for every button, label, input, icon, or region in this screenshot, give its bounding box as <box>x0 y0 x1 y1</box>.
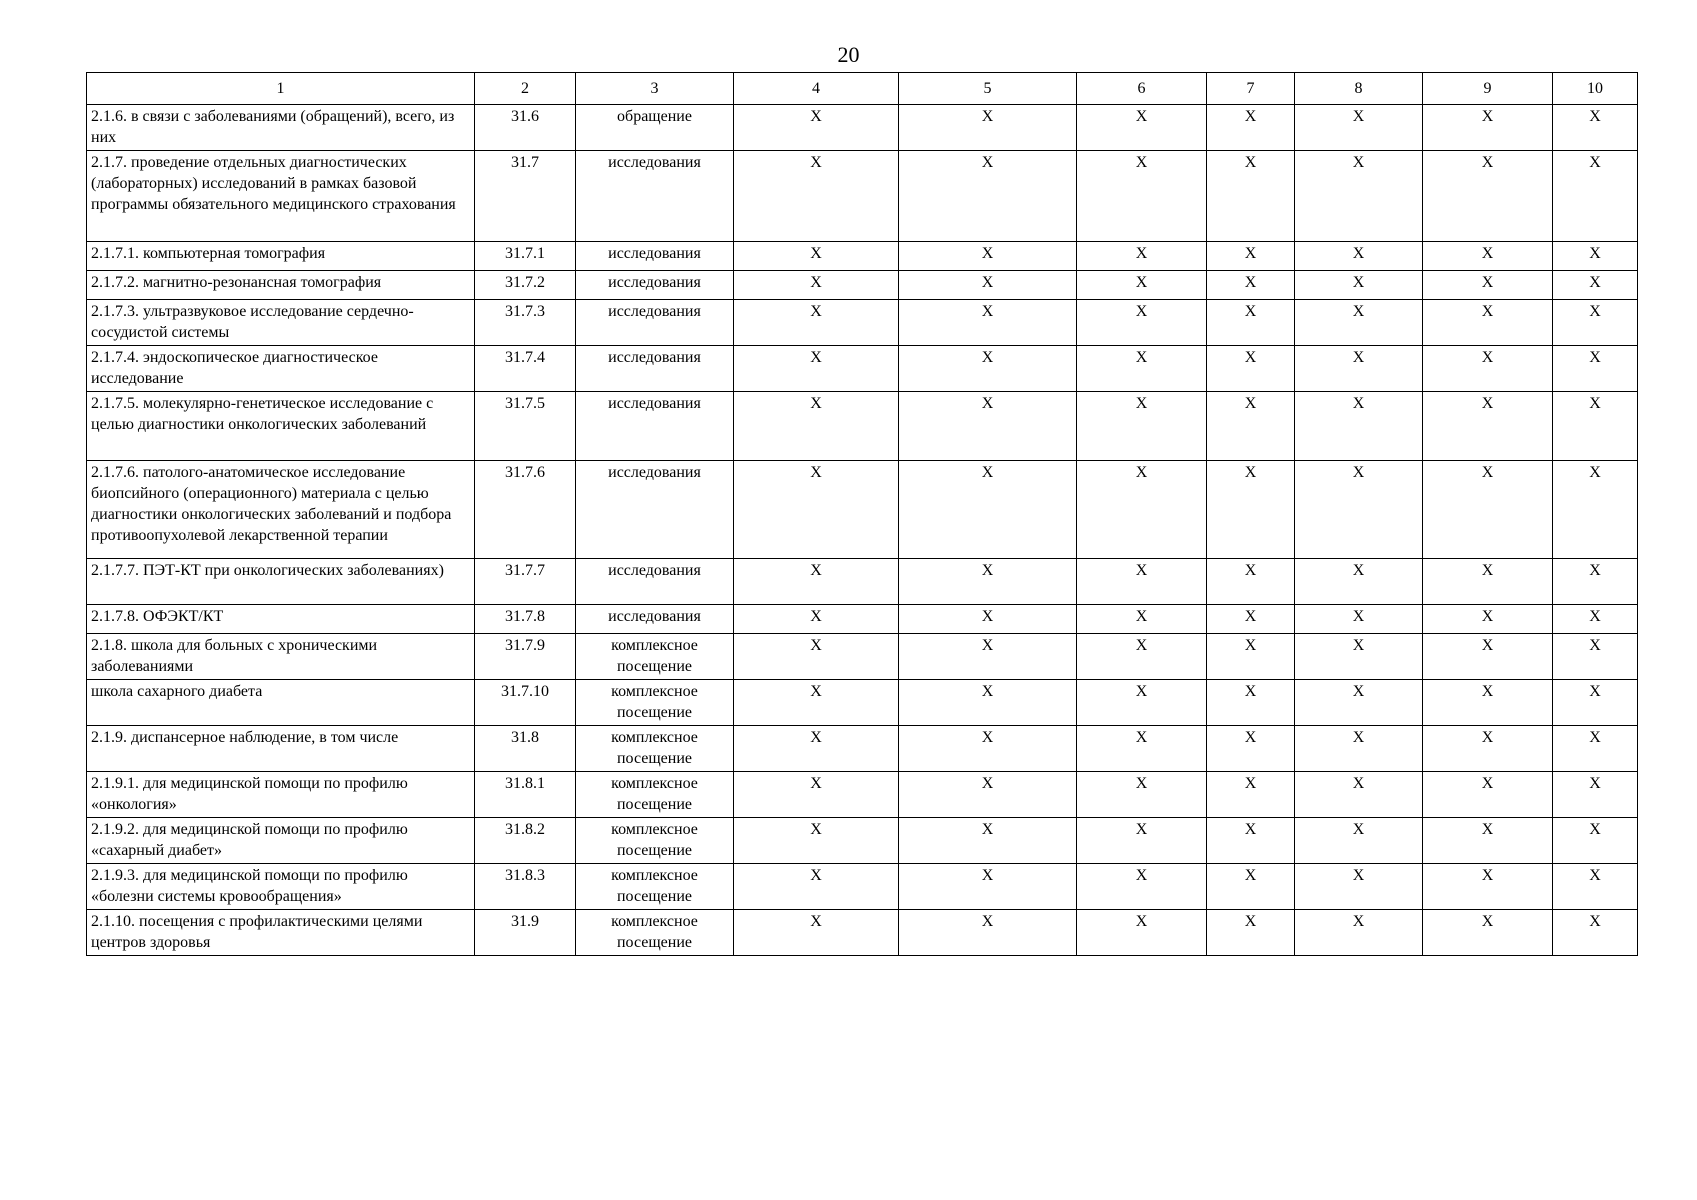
row-value-cell: X <box>899 726 1077 772</box>
row-value-cell: X <box>1553 772 1638 818</box>
row-value-cell: X <box>734 634 899 680</box>
row-code-cell: 31.7.7 <box>475 559 576 605</box>
row-value-cell: X <box>1553 559 1638 605</box>
row-value-cell: X <box>899 680 1077 726</box>
row-value-cell: X <box>734 271 899 300</box>
row-value-cell: X <box>1423 242 1553 271</box>
row-value-cell: X <box>1207 346 1295 392</box>
row-name-cell: 2.1.7.2. магнитно-резонансная томография <box>87 271 475 300</box>
column-header-5: 5 <box>899 73 1077 105</box>
row-value-cell: X <box>1077 910 1207 956</box>
row-value-cell: X <box>1553 300 1638 346</box>
row-value-cell: X <box>1553 242 1638 271</box>
row-value-cell: X <box>1553 726 1638 772</box>
row-code-cell: 31.7.8 <box>475 605 576 634</box>
row-value-cell: X <box>1207 605 1295 634</box>
table-row <box>87 392 1638 461</box>
row-code-cell: 31.7.4 <box>475 346 576 392</box>
column-header-2: 2 <box>475 73 576 105</box>
row-unit-cell: комплексное посещение <box>576 680 734 726</box>
row-unit-cell: комплексное посещение <box>576 910 734 956</box>
row-unit-cell: комплексное посещение <box>576 818 734 864</box>
row-value-cell: X <box>734 346 899 392</box>
row-value-cell: X <box>1553 634 1638 680</box>
table-row <box>87 726 1638 772</box>
row-value-cell: X <box>1207 105 1295 151</box>
row-code-cell: 31.7.1 <box>475 242 576 271</box>
row-name-cell: 2.1.9.3. для медицинской помощи по профилю «болезни системы кровообращения» <box>87 864 475 910</box>
row-value-cell: X <box>1295 346 1423 392</box>
column-header-8: 8 <box>1295 73 1423 105</box>
row-value-cell: X <box>1207 151 1295 242</box>
row-value-cell: X <box>899 300 1077 346</box>
row-value-cell: X <box>1207 818 1295 864</box>
row-code-cell: 31.7 <box>475 151 576 242</box>
row-value-cell: X <box>734 772 899 818</box>
row-value-cell: X <box>1423 605 1553 634</box>
row-unit-cell: исследования <box>576 271 734 300</box>
table-row <box>87 105 1638 151</box>
row-value-cell: X <box>1077 271 1207 300</box>
row-value-cell: X <box>1077 605 1207 634</box>
row-code-cell: 31.7.2 <box>475 271 576 300</box>
row-value-cell: X <box>899 605 1077 634</box>
row-value-cell: X <box>1295 559 1423 605</box>
row-unit-cell: исследования <box>576 559 734 605</box>
row-value-cell: X <box>1077 864 1207 910</box>
row-name-cell: школа сахарного диабета <box>87 680 475 726</box>
row-value-cell: X <box>1207 864 1295 910</box>
row-value-cell: X <box>1077 151 1207 242</box>
row-value-cell: X <box>1207 242 1295 271</box>
row-value-cell: X <box>899 392 1077 461</box>
row-value-cell: X <box>1295 105 1423 151</box>
row-value-cell: X <box>1423 151 1553 242</box>
column-header-10: 10 <box>1553 73 1638 105</box>
row-value-cell: X <box>1295 271 1423 300</box>
table-row <box>87 271 1638 300</box>
row-value-cell: X <box>734 605 899 634</box>
row-value-cell: X <box>1423 634 1553 680</box>
row-value-cell: X <box>1295 726 1423 772</box>
row-value-cell: X <box>899 559 1077 605</box>
row-value-cell: X <box>1423 300 1553 346</box>
row-value-cell: X <box>1295 634 1423 680</box>
row-value-cell: X <box>1553 680 1638 726</box>
column-header-9: 9 <box>1423 73 1553 105</box>
row-value-cell: X <box>1553 605 1638 634</box>
row-unit-cell: исследования <box>576 346 734 392</box>
data-table <box>86 72 1638 956</box>
row-value-cell: X <box>1423 461 1553 559</box>
row-value-cell: X <box>899 461 1077 559</box>
row-value-cell: X <box>1207 910 1295 956</box>
row-value-cell: X <box>734 392 899 461</box>
table-row <box>87 605 1638 634</box>
row-unit-cell: исследования <box>576 300 734 346</box>
table-row <box>87 634 1638 680</box>
table-row <box>87 680 1638 726</box>
row-value-cell: X <box>1207 772 1295 818</box>
row-value-cell: X <box>1207 726 1295 772</box>
row-value-cell: X <box>1077 818 1207 864</box>
row-code-cell: 31.8.3 <box>475 864 576 910</box>
table-row <box>87 346 1638 392</box>
row-value-cell: X <box>1423 910 1553 956</box>
column-header-1: 1 <box>87 73 475 105</box>
row-value-cell: X <box>899 271 1077 300</box>
column-header-3: 3 <box>576 73 734 105</box>
table-row <box>87 242 1638 271</box>
row-value-cell: X <box>1077 300 1207 346</box>
table-row <box>87 864 1638 910</box>
row-value-cell: X <box>1553 392 1638 461</box>
row-value-cell: X <box>899 634 1077 680</box>
row-value-cell: X <box>1207 680 1295 726</box>
row-value-cell: X <box>1207 559 1295 605</box>
row-value-cell: X <box>734 300 899 346</box>
row-value-cell: X <box>734 910 899 956</box>
row-value-cell: X <box>1553 818 1638 864</box>
row-value-cell: X <box>1553 105 1638 151</box>
row-value-cell: X <box>899 910 1077 956</box>
row-value-cell: X <box>1553 864 1638 910</box>
row-value-cell: X <box>1295 818 1423 864</box>
row-value-cell: X <box>1553 151 1638 242</box>
row-value-cell: X <box>1553 461 1638 559</box>
row-value-cell: X <box>1423 559 1553 605</box>
row-code-cell: 31.7.3 <box>475 300 576 346</box>
row-value-cell: X <box>734 726 899 772</box>
row-value-cell: X <box>734 864 899 910</box>
row-value-cell: X <box>1077 726 1207 772</box>
row-value-cell: X <box>734 151 899 242</box>
row-code-cell: 31.6 <box>475 105 576 151</box>
row-unit-cell: комплексное посещение <box>576 864 734 910</box>
row-value-cell: X <box>899 864 1077 910</box>
row-value-cell: X <box>734 105 899 151</box>
row-value-cell: X <box>1423 772 1553 818</box>
page-number: 20 <box>837 42 860 67</box>
row-name-cell: 2.1.7.8. ОФЭКТ/КТ <box>87 605 475 634</box>
table-row <box>87 151 1638 242</box>
row-code-cell: 31.8.2 <box>475 818 576 864</box>
row-value-cell: X <box>1295 605 1423 634</box>
row-unit-cell: исследования <box>576 392 734 461</box>
row-value-cell: X <box>899 346 1077 392</box>
row-name-cell: 2.1.7.1. компьютерная томография <box>87 242 475 271</box>
row-name-cell: 2.1.8. школа для больных с хроническими заболеваниями <box>87 634 475 680</box>
row-name-cell: 2.1.7. проведение отдельных диагностических (лабораторных) исследований в рамках базовой программы обязательного медицинского страхования <box>87 151 475 242</box>
row-code-cell: 31.7.5 <box>475 392 576 461</box>
row-value-cell: X <box>1207 461 1295 559</box>
row-unit-cell: исследования <box>576 151 734 242</box>
row-unit-cell: исследования <box>576 605 734 634</box>
row-value-cell: X <box>1207 271 1295 300</box>
row-value-cell: X <box>1295 910 1423 956</box>
row-value-cell: X <box>1295 242 1423 271</box>
row-value-cell: X <box>1423 818 1553 864</box>
row-value-cell: X <box>1295 772 1423 818</box>
row-name-cell: 2.1.7.6. патолого-анатомическое исследование биопсийного (операционного) материала с целью диагностики онкологических заболеваний и подбора противоопухолевой лекарственной терапии <box>87 461 475 559</box>
table-row <box>87 461 1638 559</box>
row-name-cell: 2.1.9.2. для медицинской помощи по профилю «сахарный диабет» <box>87 818 475 864</box>
row-value-cell: X <box>1077 772 1207 818</box>
row-code-cell: 31.7.6 <box>475 461 576 559</box>
row-value-cell: X <box>1207 392 1295 461</box>
row-name-cell: 2.1.9.1. для медицинской помощи по профилю «онкология» <box>87 772 475 818</box>
row-value-cell: X <box>1077 392 1207 461</box>
row-value-cell: X <box>1295 461 1423 559</box>
row-value-cell: X <box>1077 461 1207 559</box>
row-value-cell: X <box>1423 864 1553 910</box>
row-value-cell: X <box>734 242 899 271</box>
row-value-cell: X <box>1207 634 1295 680</box>
row-name-cell: 2.1.7.3. ультразвуковое исследование сердечно-сосудистой системы <box>87 300 475 346</box>
row-value-cell: X <box>1077 105 1207 151</box>
row-name-cell: 2.1.10. посещения с профилактическими целями центров здоровья <box>87 910 475 956</box>
row-name-cell: 2.1.9. диспансерное наблюдение, в том числе <box>87 726 475 772</box>
row-value-cell: X <box>1553 910 1638 956</box>
row-value-cell: X <box>1077 242 1207 271</box>
row-value-cell: X <box>899 242 1077 271</box>
column-header-7: 7 <box>1207 73 1295 105</box>
row-value-cell: X <box>1423 726 1553 772</box>
row-unit-cell: комплексное посещение <box>576 726 734 772</box>
row-value-cell: X <box>1295 864 1423 910</box>
row-value-cell: X <box>1423 346 1553 392</box>
table-row <box>87 772 1638 818</box>
row-value-cell: X <box>734 680 899 726</box>
row-unit-cell: комплексное посещение <box>576 772 734 818</box>
table-row <box>87 559 1638 605</box>
row-value-cell: X <box>1295 680 1423 726</box>
row-value-cell: X <box>899 818 1077 864</box>
row-unit-cell: исследования <box>576 242 734 271</box>
row-value-cell: X <box>734 559 899 605</box>
row-value-cell: X <box>1553 346 1638 392</box>
row-value-cell: X <box>1295 151 1423 242</box>
row-value-cell: X <box>899 151 1077 242</box>
row-name-cell: 2.1.7.5. молекулярно-генетическое исследование с целью диагностики онкологических заболеваний <box>87 392 475 461</box>
row-code-cell: 31.7.9 <box>475 634 576 680</box>
row-value-cell: X <box>1295 300 1423 346</box>
row-value-cell: X <box>1423 271 1553 300</box>
row-value-cell: X <box>1295 392 1423 461</box>
row-value-cell: X <box>899 105 1077 151</box>
row-value-cell: X <box>1423 680 1553 726</box>
row-value-cell: X <box>1553 271 1638 300</box>
row-value-cell: X <box>1077 634 1207 680</box>
row-code-cell: 31.8 <box>475 726 576 772</box>
row-value-cell: X <box>1077 559 1207 605</box>
row-unit-cell: исследования <box>576 461 734 559</box>
row-unit-cell: обращение <box>576 105 734 151</box>
row-name-cell: 2.1.7.4. эндоскопическое диагностическое исследование <box>87 346 475 392</box>
table-row <box>87 910 1638 956</box>
table-row <box>87 818 1638 864</box>
table-header <box>87 73 1638 105</box>
row-code-cell: 31.7.10 <box>475 680 576 726</box>
row-name-cell: 2.1.7.7. ПЭТ-КТ при онкологических заболеваниях) <box>87 559 475 605</box>
row-value-cell: X <box>1077 680 1207 726</box>
row-name-cell: 2.1.6. в связи с заболеваниями (обращений), всего, из них <box>87 105 475 151</box>
column-header-4: 4 <box>734 73 899 105</box>
row-code-cell: 31.9 <box>475 910 576 956</box>
row-unit-cell: комплексное посещение <box>576 634 734 680</box>
row-value-cell: X <box>1077 346 1207 392</box>
row-value-cell: X <box>899 772 1077 818</box>
row-value-cell: X <box>734 818 899 864</box>
row-value-cell: X <box>1423 392 1553 461</box>
row-value-cell: X <box>1423 105 1553 151</box>
row-code-cell: 31.8.1 <box>475 772 576 818</box>
table-row <box>87 300 1638 346</box>
table-body <box>87 105 1638 956</box>
row-value-cell: X <box>1207 300 1295 346</box>
header-row <box>87 73 1638 105</box>
row-value-cell: X <box>734 461 899 559</box>
column-header-6: 6 <box>1077 73 1207 105</box>
